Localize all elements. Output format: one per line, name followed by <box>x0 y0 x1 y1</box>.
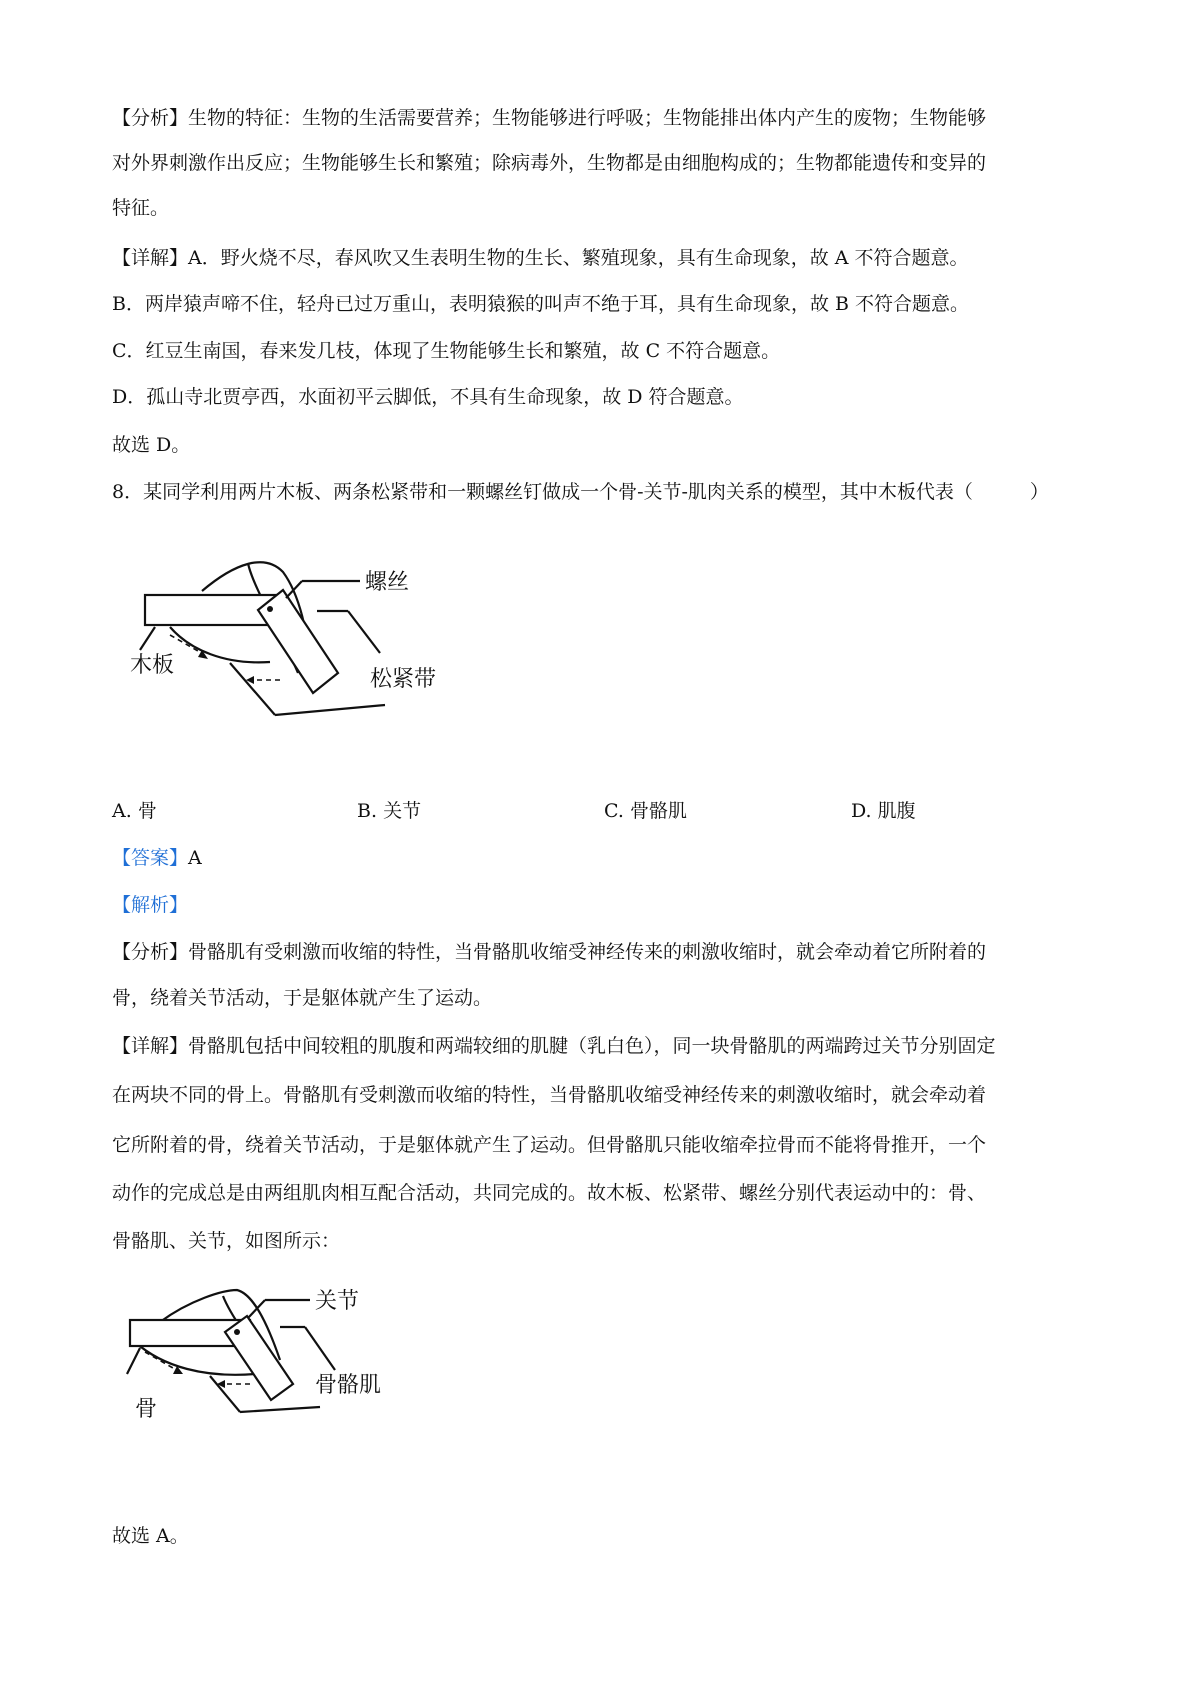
label-bone: 骨 <box>135 1397 158 1422</box>
detail-tag: 【详解】 <box>112 247 189 269</box>
band-leader-line-4 <box>275 705 385 715</box>
option-c[interactable] <box>604 799 687 823</box>
band-leader-line-3 <box>230 663 275 715</box>
conclusion: 故选 D。 <box>112 434 191 456</box>
elastic-band-bottom <box>170 627 270 662</box>
board-leader-line <box>140 627 155 650</box>
bone-leader-line <box>127 1348 140 1374</box>
analysis-text-line: 对外界刺激作出反应；生物能够生长和繁殖；除病毒外，生物都是由细胞构成的；生物都能遗传和变异的 <box>112 152 987 174</box>
option-a[interactable] <box>112 799 157 823</box>
detail-tag: 【详解】 <box>112 1035 189 1057</box>
screw-leader-line <box>286 581 302 598</box>
analysis-text-line: 特征。 <box>112 197 170 219</box>
analysis-text: 骨骼肌有受刺激而收缩的特性，当骨骼肌收缩受神经传来的刺激收缩时，就会牵动着它所附着的 <box>188 941 987 963</box>
q8-detail-paragraph <box>112 1034 996 1058</box>
detail-text-line: 动作的完成总是由两组肌肉相互配合活动，共同完成的。故木板、松紧带、螺丝分别代表运动中的：骨、 <box>112 1182 987 1204</box>
answer-tag: 【答案】 <box>112 847 189 869</box>
option-text: 关节 <box>383 800 422 822</box>
detail-option-c: C．红豆生南国，春来发几枝，体现了生物能够生长和繁殖，故 C 不符合题意。 <box>112 340 781 362</box>
q8-conclusion: 故选 A。 <box>112 1525 189 1547</box>
q8-analysis-paragraph <box>112 940 986 964</box>
explain-tag: 【解析】 <box>112 894 189 916</box>
label-band: 松紧带 <box>370 667 437 692</box>
labeled-model-figure <box>115 1282 425 1427</box>
model-figure <box>130 555 460 755</box>
answer-line <box>112 846 202 870</box>
detail-text-line: 它所附着的骨，绕着关节活动，于是躯体就产生了运动。但骨骼肌只能收缩牵拉骨而不能将骨推开，一个 <box>112 1134 987 1156</box>
option-text: 肌腹 <box>877 800 916 822</box>
analysis-tag: 【分析】 <box>112 107 189 129</box>
detail-text-line: 在两块不同的骨上。骨骼肌有受刺激而收缩的特性，当骨骼肌收缩受神经传来的刺激收缩时，就会牵动着 <box>112 1084 987 1106</box>
detail-option-a: A．野火烧不尽，春风吹又生表明生物的生长、繁殖现象，具有生命现象，故 A 不符合题意。 <box>188 247 969 269</box>
label-board: 木板 <box>130 653 175 678</box>
answer-value: A <box>188 847 202 869</box>
analysis-tag: 【分析】 <box>112 941 189 963</box>
detail-option-b: B．两岸猿声啼不住，轻舟已过万重山，表明猿猴的叫声不绝于耳，具有生命现象，故 B 不符合题意。 <box>112 293 970 315</box>
option-b[interactable] <box>357 799 421 823</box>
option-letter: A. <box>112 800 132 822</box>
option-d[interactable] <box>851 799 916 823</box>
label-muscle: 骨骼肌 <box>315 1373 382 1398</box>
bone-diagonal <box>225 1316 293 1400</box>
detail-paragraph <box>112 246 969 270</box>
joint-leader-line <box>248 1300 265 1318</box>
screw-dot <box>267 606 273 612</box>
analysis-text: 生物的特征：生物的生活需要营养；生物能够进行呼吸；生物能排出体内产生的废物；生物能够 <box>188 107 987 129</box>
option-letter: D. <box>851 800 872 822</box>
detail-option-d: D．孤山寺北贾亭西，水面初平云脚低，不具有生命现象，故 D 符合题意。 <box>112 386 744 408</box>
joint-dot <box>234 1329 240 1335</box>
analysis-paragraph <box>112 106 986 130</box>
detail-text-line: 骨骼肌、关节，如图所示： <box>112 1230 341 1252</box>
detail-text: 骨骼肌包括中间较粗的肌腹和两端较细的肌腱（乳白色），同一块骨骼肌的两端跨过关节分别固定 <box>188 1035 996 1057</box>
muscle-leader-line-2 <box>305 1327 335 1370</box>
option-letter: C. <box>604 800 624 822</box>
option-text: 骨骼肌 <box>629 800 687 822</box>
muscle-leader-line-4 <box>240 1407 320 1412</box>
pull-arrow-dashed <box>170 635 198 651</box>
band-leader-line-2 <box>348 611 380 653</box>
option-text: 骨 <box>137 800 157 822</box>
analysis-text-line: 骨，绕着关节活动，于是躯体就产生了运动。 <box>112 987 493 1009</box>
question-stem: 8．某同学利用两片木板、两条松紧带和一颗螺丝钉做成一个骨-关节-肌肉关系的模型，其中木板代表（ ） <box>112 481 1049 503</box>
label-joint: 关节 <box>315 1289 360 1314</box>
option-letter: B. <box>357 800 378 822</box>
pull-arrow-dashed <box>145 1352 173 1368</box>
label-screw: 螺丝 <box>365 570 410 595</box>
